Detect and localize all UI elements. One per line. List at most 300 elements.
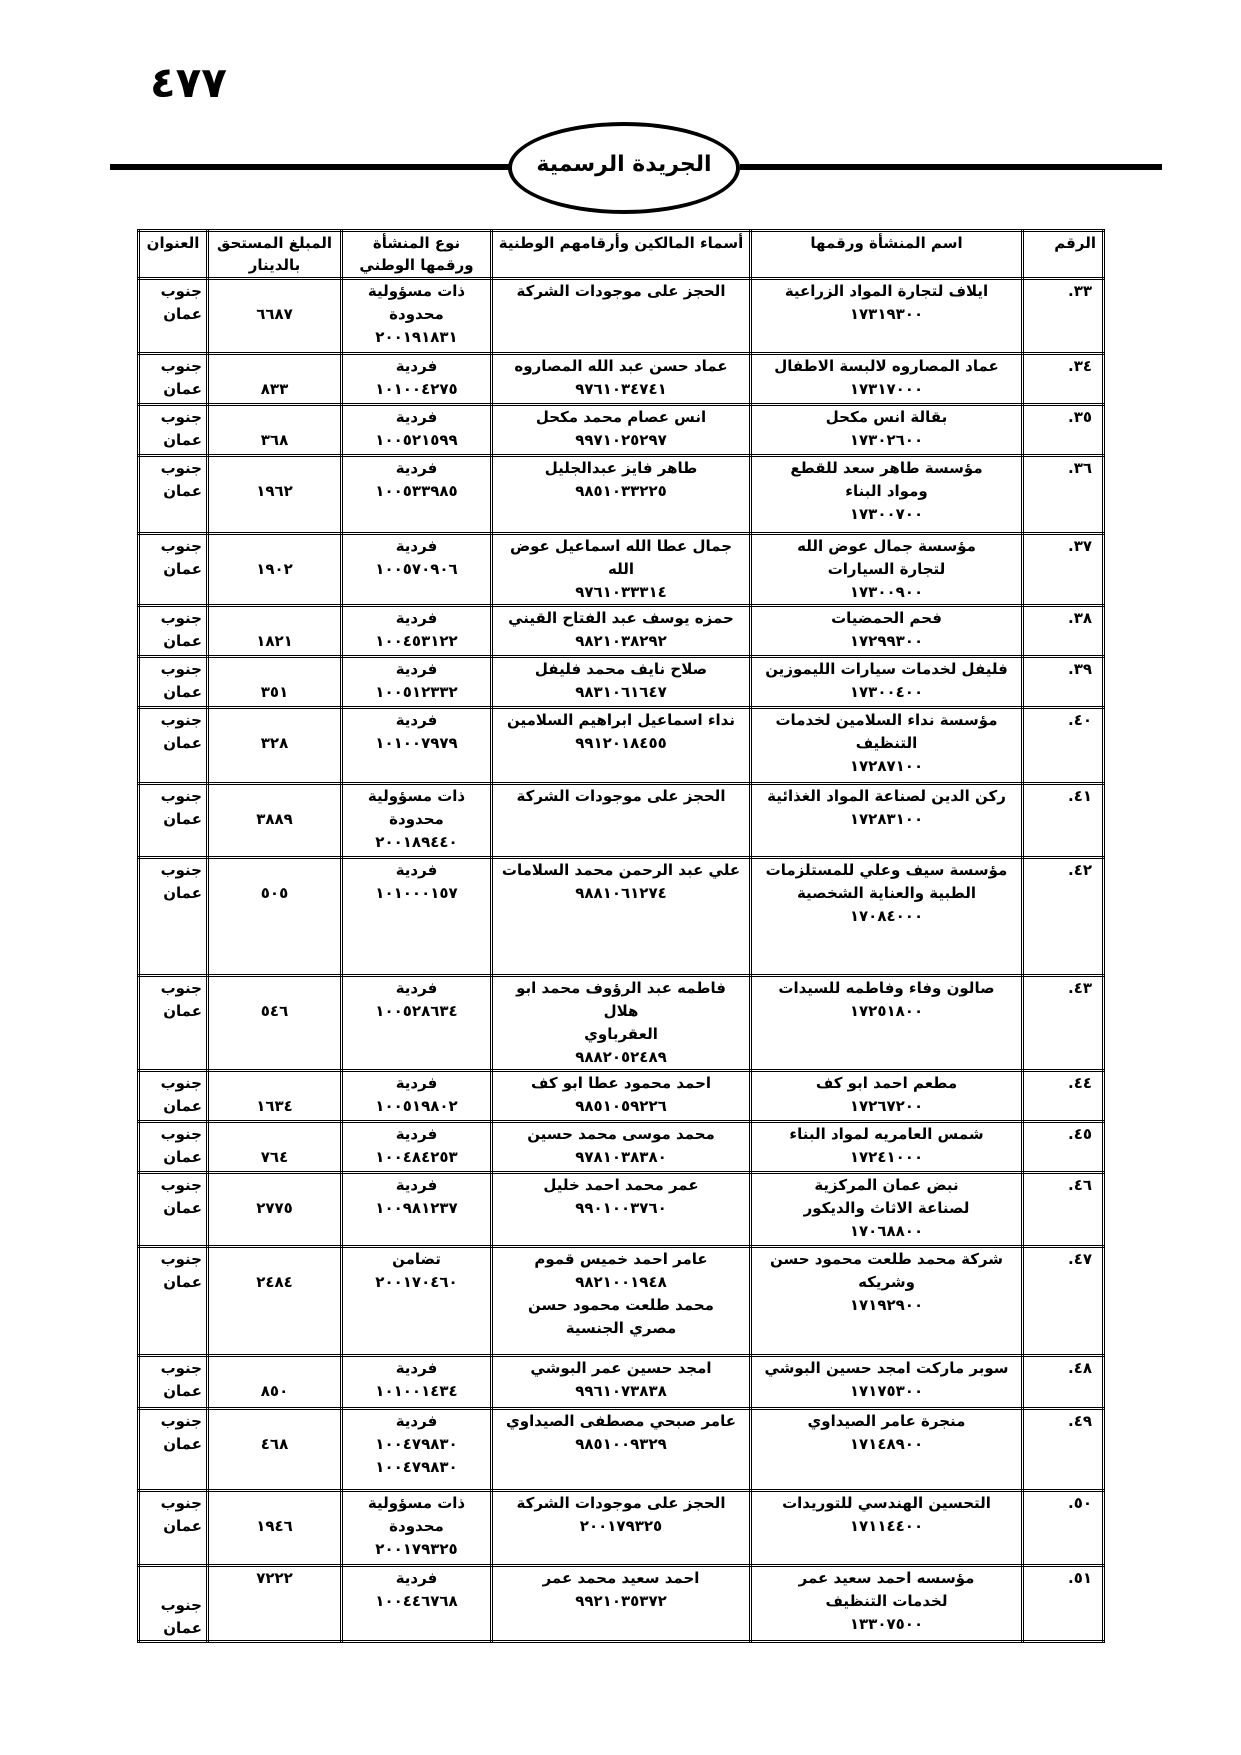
row-number [1023, 1491, 1104, 1566]
amount-due [208, 1356, 342, 1409]
owners-line: عماد حسن عبد الله المصاروه [514, 357, 728, 375]
row-number [1023, 1071, 1104, 1122]
address-line: جنوب [160, 459, 202, 477]
row-number-line: ٣٨. [1067, 609, 1092, 627]
address-line: عمان [163, 810, 202, 828]
establishment-type-line: ١٠٠٥٣٣٩٨٥ [375, 482, 458, 500]
table-row [139, 534, 1104, 606]
amount-due [208, 1566, 342, 1642]
owners-line: ٩٨٥١٠٠٩٣٢٩ [575, 1435, 667, 1453]
owners-line: ٩٩٦١٠٧٣٨٣٨ [575, 1382, 667, 1400]
establishment-type-line: محدودة [389, 810, 444, 828]
address-line: عمان [163, 560, 202, 578]
address-line: جنوب [160, 537, 202, 555]
address-line: عمان [163, 632, 202, 650]
amount-due-line: ١٦٣٤ [256, 1097, 293, 1115]
table-body [139, 279, 1104, 1642]
row-number-line: ٤٧. [1067, 1250, 1092, 1268]
row-number-line: ٣٦. [1067, 459, 1092, 477]
establishment-name-line: ومواد البناء [845, 482, 928, 500]
owners-line: الحجز على موجودات الشركة [516, 1494, 726, 1512]
establishment-type-line: ١٠٠٥٢١٥٩٩ [375, 431, 458, 449]
establishment-type [342, 1071, 492, 1122]
establishment-name-line: لتجارة السيارات [827, 560, 946, 578]
establishment-name-line: ١٧٣١٩٣٠٠ [849, 305, 924, 323]
owners [492, 1122, 751, 1173]
address-line: عمان [163, 1619, 202, 1637]
establishment-type [342, 1491, 492, 1566]
address-line: عمان [163, 1002, 202, 1020]
establishment-type [342, 784, 492, 858]
address-line: جنوب [160, 711, 202, 729]
address-line: عمان [163, 431, 202, 449]
establishment-name [751, 784, 1023, 858]
establishment-type [342, 354, 492, 405]
owners [492, 708, 751, 784]
address [139, 657, 208, 708]
amount-due-line: ١٩٤٦ [256, 1517, 293, 1535]
establishment-type [342, 606, 492, 657]
gazette-title: الجريدة الرسمية [536, 151, 712, 177]
establishment-type-line: محدودة [389, 305, 444, 323]
establishment-type-line: فردية [395, 711, 438, 729]
owners-line: فاطمه عبد الرؤوف محمد ابو هلال [516, 979, 726, 1020]
establishment-type-line: ذات مسؤولية [367, 787, 466, 805]
address-line: عمان [163, 305, 202, 323]
row-number-line: ٥٠. [1067, 1494, 1092, 1512]
owners-line: ٩٩٢١٠٣٥٣٧٢ [575, 1592, 667, 1610]
address [139, 858, 208, 976]
establishment-type-line: ١٠٠٤٨٤٢٥٣ [375, 1148, 458, 1166]
row-number-line: ٣٣. [1067, 282, 1092, 300]
address-line: جنوب [160, 1176, 202, 1194]
establishment-name-line: ١٧٠٦٨٨٠٠ [849, 1222, 924, 1240]
establishment-name-line: سوبر ماركت امجد حسين البوشي [764, 1359, 1009, 1377]
establishment-name-line: منجرة عامر الصيداوي [807, 1412, 966, 1430]
owners-line: جمال عطا الله اسماعيل عوض الله [509, 537, 733, 578]
address [139, 1071, 208, 1122]
establishment-name-line: ايلاف لتجارة المواد الزراعية [784, 282, 989, 300]
establishment-name-line: ١٣٣٠٧٥٠٠ [849, 1615, 924, 1633]
amount-due [208, 976, 342, 1071]
row-number [1023, 1356, 1104, 1409]
row-number [1023, 858, 1104, 976]
amount-due [208, 708, 342, 784]
amount-due [208, 784, 342, 858]
amount-due-line: ١٨٢١ [256, 632, 293, 650]
owners-line: طاهر فايز عبدالجليل [544, 459, 698, 477]
establishment-name-line: مؤسسة طاهر سعد للقطع [790, 459, 983, 477]
row-number-line: ٣٩. [1067, 660, 1092, 678]
establishment-type-line: فردية [395, 1125, 438, 1143]
establishment-name [751, 534, 1023, 606]
col-header-type: نوع المنشأة ورقمها الوطني [342, 231, 492, 279]
table-header-row [139, 231, 1104, 279]
row-number [1023, 1247, 1104, 1356]
table-row [139, 1122, 1104, 1173]
establishment-name-line: لصناعة الاثاث والديكور [803, 1199, 970, 1217]
row-number [1023, 1566, 1104, 1642]
amount-due [208, 657, 342, 708]
owners-line: عامر صبحي مصطفى الصيداوي [506, 1412, 736, 1430]
col-header-establishment: اسم المنشأة ورقمها [751, 231, 1023, 279]
establishment-name-line: ١٧٢٥١٨٠٠ [849, 1002, 924, 1020]
establishment-name-line: ١٧١١٤٤٠٠ [849, 1517, 924, 1535]
address [139, 708, 208, 784]
establishments-table [137, 229, 1105, 1643]
amount-due-line: ٧٦٤ [260, 1148, 289, 1166]
establishment-name [751, 1356, 1023, 1409]
amount-due-line: ٢٤٨٤ [256, 1273, 293, 1291]
establishment-name [751, 1566, 1023, 1642]
establishment-name-line: مطعم احمد ابو كف [815, 1074, 958, 1092]
establishment-type-line: ذات مسؤولية [367, 1494, 466, 1512]
owners-line: ٩٧٦١٠٣٣٣١٤ [575, 583, 667, 601]
establishment-type [342, 1173, 492, 1247]
establishment-name-line: ١٧٢٦٧٢٠٠ [849, 1097, 924, 1115]
owners-line: ٩٨٥١٠٣٣٢٢٥ [575, 482, 667, 500]
establishment-type [342, 1122, 492, 1173]
amount-due [208, 1173, 342, 1247]
establishment-type-line: ٢٠٠١٩١٨٣١ [375, 328, 458, 346]
establishment-type-line: فردية [395, 537, 438, 555]
establishment-name-line: ركن الدين لصناعة المواد الغذائية [767, 787, 1006, 805]
owners [492, 1409, 751, 1491]
amount-due-line: ٣٦٨ [260, 431, 289, 449]
row-number-line: ٤٣. [1067, 979, 1092, 997]
amount-due-line: ١٩٦٢ [256, 482, 293, 500]
row-number-line: ٣٧. [1067, 537, 1092, 555]
row-number-line: ٤١. [1067, 787, 1092, 805]
row-number [1023, 1409, 1104, 1491]
owners-line: محمد طلعت محمود حسن [528, 1296, 714, 1314]
owners-line: انس عصام محمد مكحل [535, 408, 707, 426]
address [139, 456, 208, 534]
establishment-type-line: فردية [395, 979, 438, 997]
row-number [1023, 606, 1104, 657]
establishment-name [751, 1491, 1023, 1566]
address-line: عمان [163, 1097, 202, 1115]
row-number-line: ٤٩. [1067, 1412, 1092, 1430]
row-number [1023, 534, 1104, 606]
address-line: جنوب [160, 357, 202, 375]
establishment-type-line: ١٠٠٥٢٨٦٣٤ [375, 1002, 458, 1020]
establishment-type-line: ١٠٠٩٨١٢٣٧ [375, 1199, 458, 1217]
establishment-name-line: صالون وفاء وفاطمه للسيدات [778, 979, 995, 997]
owners-line: الحجز على موجودات الشركة [516, 282, 726, 300]
amount-due-line: ٤٦٨ [260, 1435, 289, 1453]
owners-line: محمد موسى محمد حسين [527, 1125, 715, 1143]
owners-line: ٩٨٥١٠٥٩٢٢٦ [575, 1097, 667, 1115]
owners [492, 405, 751, 456]
establishment-name [751, 708, 1023, 784]
address-line: جنوب [160, 1250, 202, 1268]
amount-due [208, 606, 342, 657]
header-rule-right [740, 164, 1162, 170]
owners-line: ٩٨٣١٠٦١٦٤٧ [575, 683, 667, 701]
row-number [1023, 1173, 1104, 1247]
address [139, 534, 208, 606]
establishment-name [751, 279, 1023, 354]
col-header-amount: المبلغ المستحق بالدينار [208, 231, 342, 279]
establishment-type-line: ٢٠٠١٧٩٣٢٥ [375, 1540, 458, 1558]
establishment-name [751, 976, 1023, 1071]
amount-due-line: ٨٣٣ [260, 380, 289, 398]
row-number [1023, 405, 1104, 456]
amount-due-line: ٨٥٠ [260, 1382, 289, 1400]
row-number [1023, 1122, 1104, 1173]
table-row [139, 1566, 1104, 1642]
address [139, 976, 208, 1071]
establishment-name-line: بقالة انس مكحل [825, 408, 948, 426]
establishment-type-line: ١٠٠٥١٢٣٣٢ [375, 683, 458, 701]
establishment-name-line: ١٧١٩٢٩٠٠ [849, 1296, 924, 1314]
establishment-type [342, 1356, 492, 1409]
establishment-name [751, 657, 1023, 708]
address-line: عمان [163, 380, 202, 398]
establishment-name-line: ١٧٢٨٧١٠٠ [849, 757, 924, 775]
establishment-type-line: ١٠٠٤٧٩٨٣٠ [375, 1435, 458, 1453]
establishment-type [342, 279, 492, 354]
establishment-name-line: شركة محمد طلعت محمود حسن [769, 1250, 1004, 1268]
establishment-type [342, 657, 492, 708]
establishment-name [751, 1247, 1023, 1356]
owners-line: ٩٨٢١٠٠١٩٤٨ [575, 1273, 667, 1291]
establishment-name-line: ١٧١٤٨٩٠٠ [849, 1435, 924, 1453]
owners-line: ٩٨٢١٠٣٨٢٩٢ [575, 632, 667, 650]
establishment-name-line: لخدمات التنظيف [825, 1592, 948, 1610]
owners-line: امجد حسين عمر البوشي [530, 1359, 712, 1377]
row-number-line: ٣٥. [1067, 408, 1092, 426]
address-line: عمان [163, 683, 202, 701]
amount-due-line: ٥٤٦ [260, 1002, 289, 1020]
establishment-name-line: ١٧٣٠٠٤٠٠ [849, 683, 924, 701]
amount-due-line: ٣٨٨٩ [256, 810, 293, 828]
amount-due [208, 1122, 342, 1173]
owners [492, 784, 751, 858]
establishment-type-line: ١٠١٠٠٤٢٧٥ [375, 380, 458, 398]
address [139, 1173, 208, 1247]
col-header-address: العنوان [139, 231, 208, 279]
row-number [1023, 657, 1104, 708]
address [139, 1122, 208, 1173]
establishment-name-line: ١٧١٧٥٣٠٠ [849, 1382, 924, 1400]
establishment-type-line: تضامن [392, 1250, 441, 1268]
establishment-name-line: وشريكه [858, 1273, 915, 1291]
owners-line: ٩٧٦١٠٣٤٧٤١ [575, 380, 667, 398]
table-row [139, 1071, 1104, 1122]
address [139, 1491, 208, 1566]
establishment-name-line: التنظيف [855, 734, 918, 752]
establishment-name [751, 1173, 1023, 1247]
owners-line: علي عبد الرحمن محمد السلامات [501, 861, 741, 879]
owners [492, 534, 751, 606]
establishment-name [751, 1122, 1023, 1173]
amount-due [208, 1491, 342, 1566]
establishment-name [751, 858, 1023, 976]
establishment-name-line: مؤسسه احمد سعيد عمر [798, 1569, 975, 1587]
table-row [139, 1491, 1104, 1566]
col-header-owners: أسماء المالكين وأرقامهم الوطنية [492, 231, 751, 279]
establishment-name [751, 456, 1023, 534]
table-row [139, 1356, 1104, 1409]
amount-due-line: ٢٧٧٥ [256, 1199, 293, 1217]
address [139, 405, 208, 456]
amount-due [208, 1247, 342, 1356]
establishment-type [342, 534, 492, 606]
establishment-type-line: فردية [395, 459, 438, 477]
owners [492, 354, 751, 405]
address-line: عمان [163, 482, 202, 500]
row-number [1023, 354, 1104, 405]
amount-due [208, 1409, 342, 1491]
amount-due-line: ٥٠٥ [260, 884, 289, 902]
address-line: جنوب [160, 1125, 202, 1143]
address [139, 1409, 208, 1491]
establishment-type-line: ١٠٠٤٥٣١٢٢ [375, 632, 458, 650]
address-line: عمان [163, 1273, 202, 1291]
amount-due [208, 405, 342, 456]
amount-due-line: ٣٥١ [260, 683, 289, 701]
owners [492, 1071, 751, 1122]
address [139, 1566, 208, 1642]
header-rule-left [110, 164, 510, 170]
table-row [139, 354, 1104, 405]
establishment-name-line: ١٧٢٤١٠٠٠ [849, 1148, 924, 1166]
owners [492, 976, 751, 1071]
owners [492, 858, 751, 976]
establishment-type-line: فردية [395, 660, 438, 678]
establishment-type-line: ١٠٠٤٧٩٨٣٠ [375, 1458, 458, 1476]
establishment-type-line: فردية [395, 357, 438, 375]
establishment-type [342, 405, 492, 456]
table-row [139, 976, 1104, 1071]
establishment-name [751, 405, 1023, 456]
table-row [139, 784, 1104, 858]
table-row [139, 405, 1104, 456]
establishment-type-line: ١٠١٠٠٠١٥٧ [375, 884, 458, 902]
establishment-name-line: ١٧٣٠٢٦٠٠ [849, 431, 924, 449]
address-line: عمان [163, 1382, 202, 1400]
address-line: عمان [163, 884, 202, 902]
row-number-line: ٤٥. [1067, 1125, 1092, 1143]
establishment-name-line: الطبية والعناية الشخصية [796, 884, 977, 902]
establishment-type-line: ١٠٠٤٤٦٧٦٨ [375, 1592, 458, 1610]
owners-line: صلاح نايف محمد فليفل [534, 660, 708, 678]
establishment-type-line: فردية [395, 1074, 438, 1092]
establishment-name-line: ١٧٠٨٤٠٠٠ [849, 907, 924, 925]
owners-line: ٩٩٠١٠٠٣٧٦٠ [575, 1199, 667, 1217]
establishment-type [342, 708, 492, 784]
establishment-type-line: ١٠١٠٠١٤٣٤ [375, 1382, 458, 1400]
owners-line: احمد سعيد محمد عمر [542, 1569, 700, 1587]
amount-due-line: ١٩٠٢ [256, 560, 293, 578]
address [139, 784, 208, 858]
owners [492, 657, 751, 708]
address-line: جنوب [160, 282, 202, 300]
table-row [139, 708, 1104, 784]
amount-due [208, 279, 342, 354]
establishment-name-line: ١٧٢٨٣١٠٠ [849, 810, 924, 828]
address-line: جنوب [160, 609, 202, 627]
owners [492, 279, 751, 354]
owners-line: ٩٨٨١٠٦١٢٧٤ [575, 884, 667, 902]
establishment-name-line: مؤسسة نداء السلامين لخدمات [775, 711, 998, 729]
establishment-type-line: فردية [395, 1359, 438, 1377]
amount-due [208, 354, 342, 405]
establishment-type-line: فردية [395, 408, 438, 426]
owners-line: عمر محمد احمد خليل [543, 1176, 699, 1194]
establishment-name-line: فليفل لخدمات سيارات الليموزين [765, 660, 1008, 678]
address-line: جنوب [160, 979, 202, 997]
owners-line: ٢٠٠١٧٩٣٢٥ [579, 1517, 663, 1535]
table-row [139, 1173, 1104, 1247]
establishment-type-line: ٢٠٠١٨٩٤٤٠ [375, 833, 458, 851]
establishment-name-line: مؤسسة سيف وعلي للمستلزمات [765, 861, 1008, 879]
row-number [1023, 708, 1104, 784]
address-line: عمان [163, 1148, 202, 1166]
owners-line: احمد محمود عطا ابو كف [530, 1074, 712, 1092]
establishment-type-line: فردية [395, 609, 438, 627]
address [139, 606, 208, 657]
establishment-name-line: ١٧٣٠٠٩٠٠ [849, 583, 924, 601]
establishment-type-line: فردية [395, 1176, 438, 1194]
row-number [1023, 456, 1104, 534]
row-number-line: ٥١. [1067, 1569, 1092, 1587]
amount-due-line: ٦٦٨٧ [256, 305, 293, 323]
address-line: عمان [163, 734, 202, 752]
amount-due [208, 1071, 342, 1122]
address-line: جنوب [160, 1074, 202, 1092]
address-line: جنوب [160, 861, 202, 879]
row-number-line: ٣٤. [1067, 357, 1092, 375]
establishment-type [342, 976, 492, 1071]
row-number [1023, 279, 1104, 354]
owners [492, 1173, 751, 1247]
owners-line: ٩٧٨١٠٣٨٣٨٠ [575, 1148, 667, 1166]
establishment-type [342, 456, 492, 534]
establishment-type [342, 1409, 492, 1491]
row-number-line: ٤٦. [1067, 1176, 1092, 1194]
establishment-type-line: فردية [395, 1412, 438, 1430]
establishment-type-line: ذات مسؤولية [367, 282, 466, 300]
establishment-name [751, 1409, 1023, 1491]
address-line: جنوب [160, 1359, 202, 1377]
address [139, 279, 208, 354]
establishment-name-line: ١٧٣١٧٠٠٠ [849, 380, 924, 398]
establishment-type [342, 1247, 492, 1356]
address [139, 354, 208, 405]
address [139, 1247, 208, 1356]
owners-line: العقرباوي [584, 1025, 658, 1043]
establishment-name [751, 606, 1023, 657]
establishment-name-line: شمس العامريه لمواد البناء [789, 1125, 984, 1143]
owners-line: عامر احمد خميس قموم [534, 1250, 708, 1268]
row-number-line: ٤٠. [1067, 711, 1092, 729]
establishment-type-line: ٢٠٠١٧٠٤٦٠ [375, 1273, 458, 1291]
table-row [139, 1409, 1104, 1491]
table-row [139, 1247, 1104, 1356]
row-number [1023, 784, 1104, 858]
establishment-type-line: فردية [395, 1569, 438, 1587]
owners [492, 1491, 751, 1566]
establishment-type-line: محدودة [389, 1517, 444, 1535]
owners [492, 1566, 751, 1642]
establishment-type [342, 1566, 492, 1642]
amount-due [208, 456, 342, 534]
table-row [139, 657, 1104, 708]
establishment-name-line: مؤسسة جمال عوض الله [797, 537, 976, 555]
